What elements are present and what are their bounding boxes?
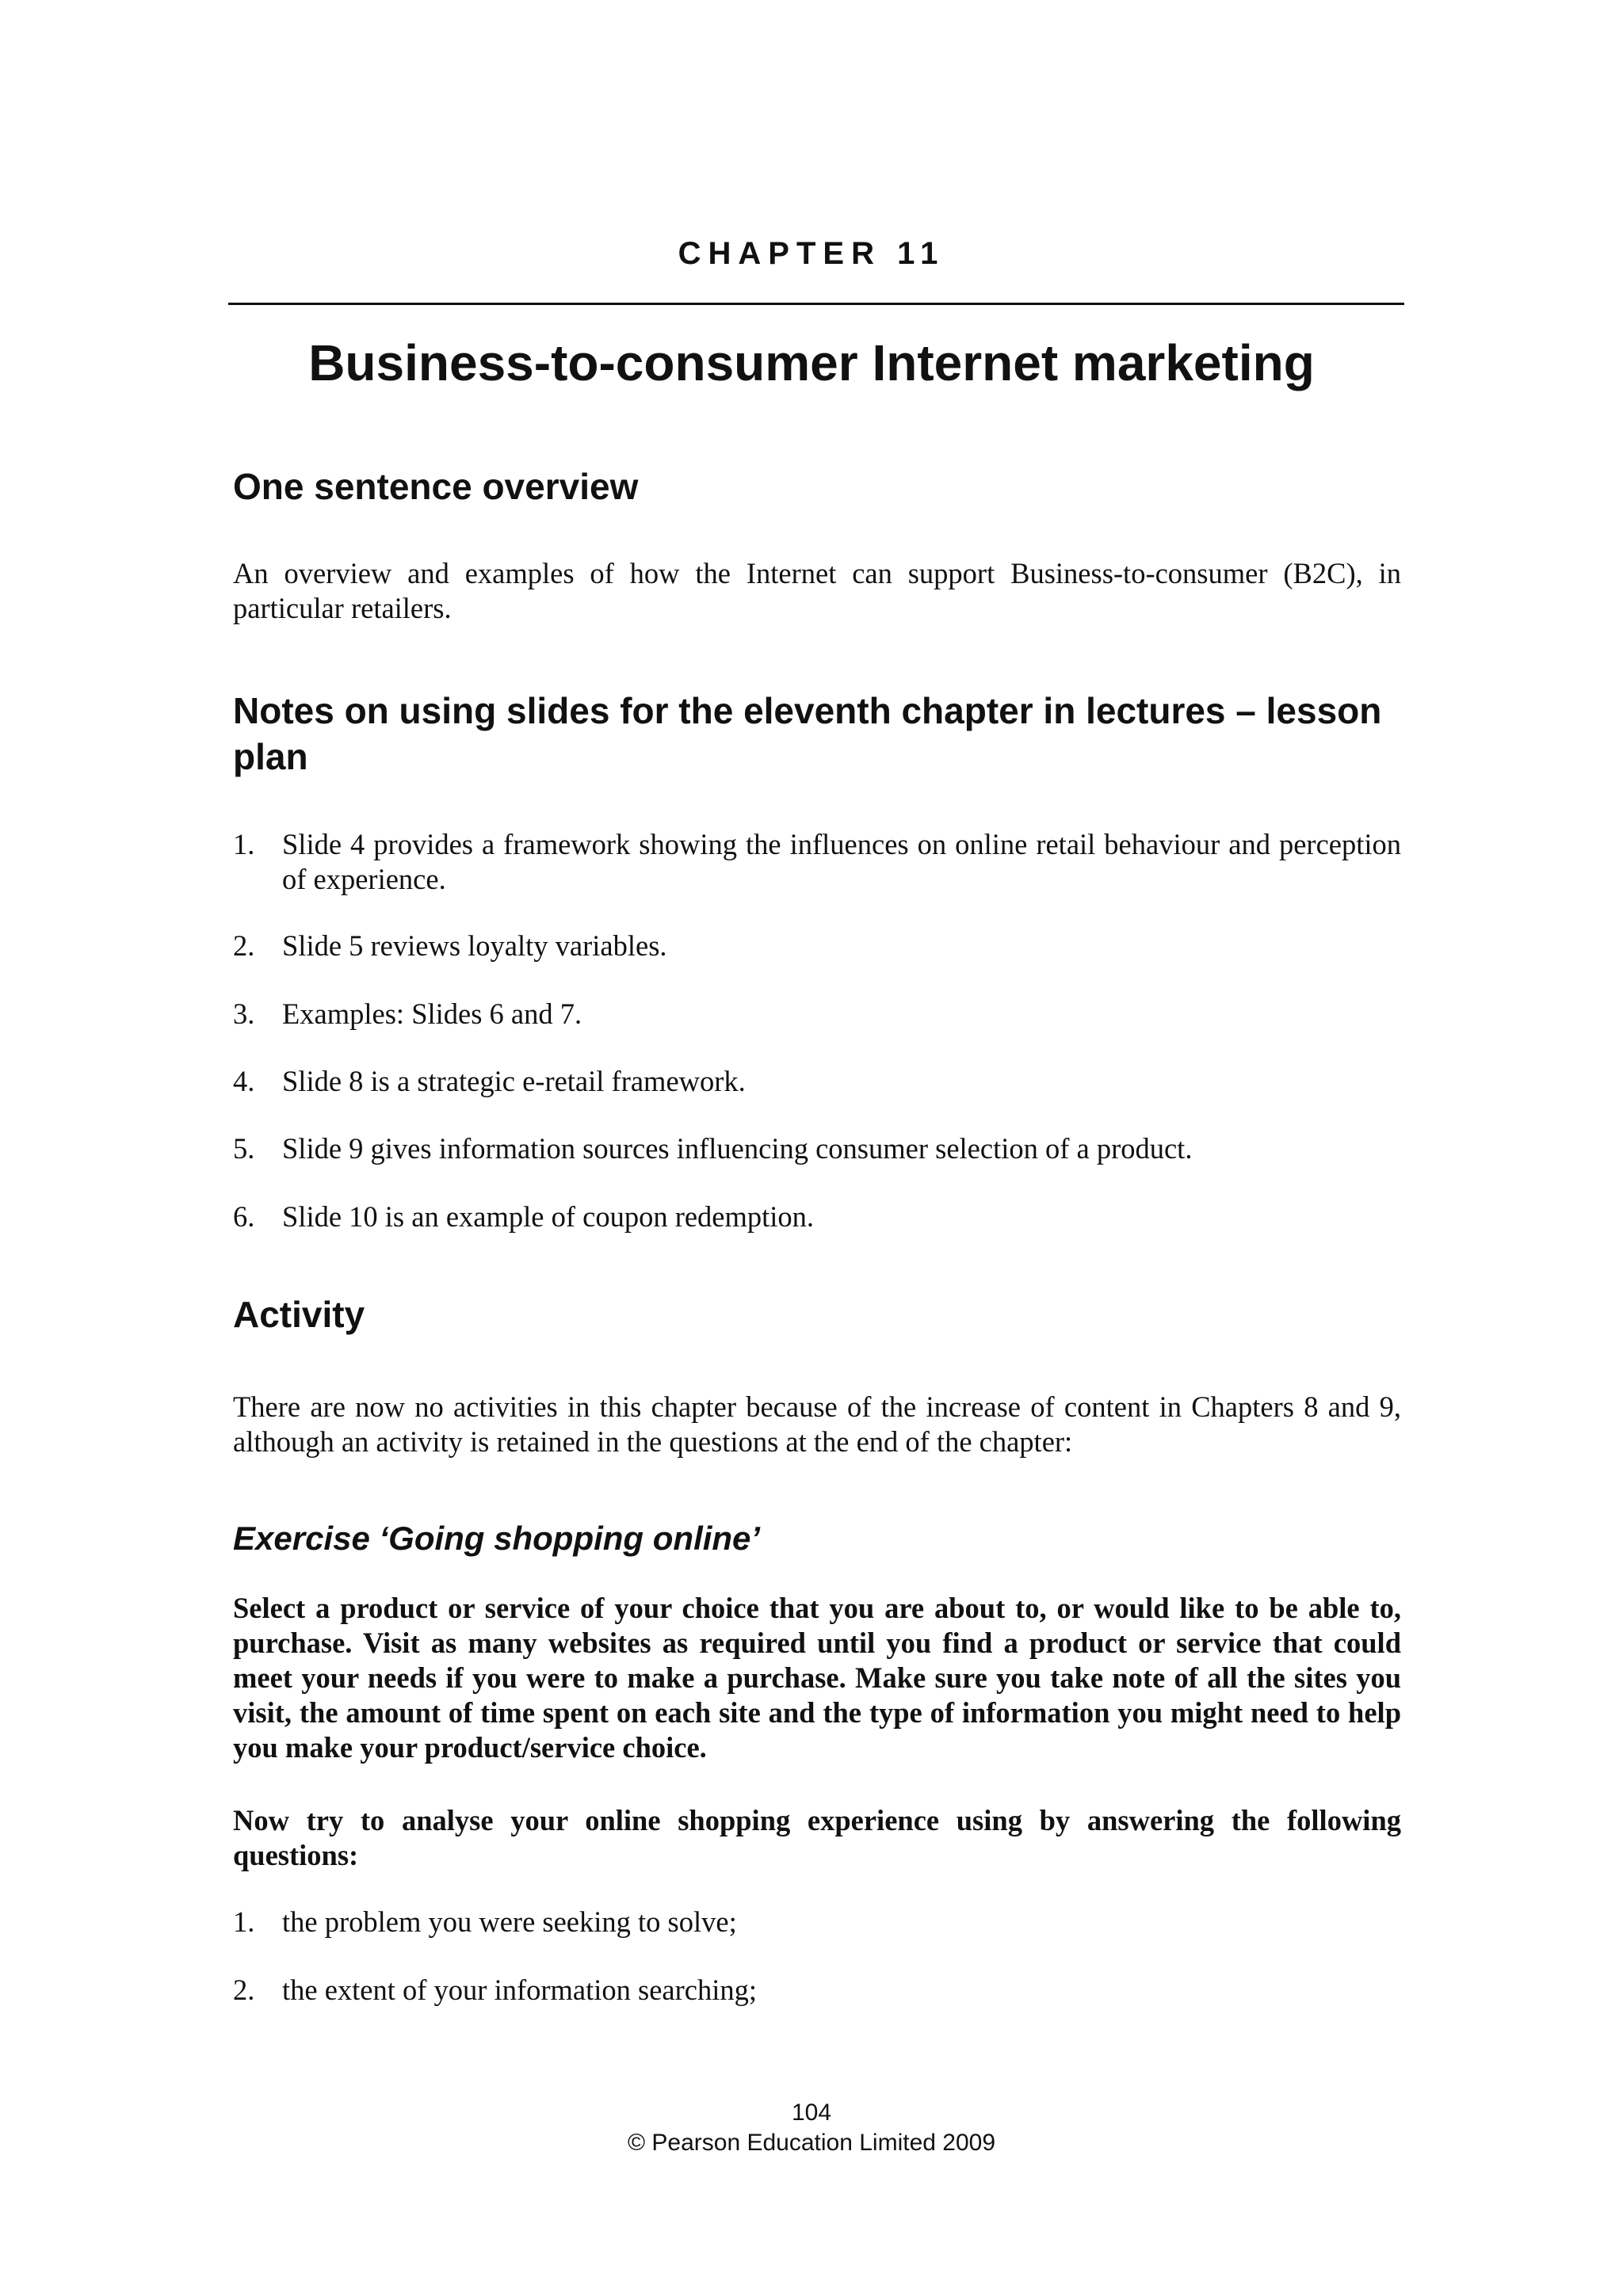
- notes-list-item: [233, 827, 1401, 897]
- exercise-prompt: Now try to analyse your online shopping experience using by answering the following questions:: [233, 1804, 1401, 1871]
- list-number: 6.: [233, 1200, 255, 1233]
- list-text: Examples: Slides 6 and 7.: [282, 997, 582, 1030]
- notes-list-item: [233, 997, 1401, 1032]
- chapter-divider: [228, 303, 1404, 305]
- overview-heading: One sentence overview: [233, 466, 639, 507]
- list-number: 4.: [233, 1065, 255, 1097]
- list-text: Slide 8 is a strategic e-retail framework.: [282, 1065, 746, 1097]
- exercise-instructions: Select a product or service of your choice that you are about to, or would like to be able to, purchase. Visit as many websites as required until you find a product or service that could meet your needs if you were to make a purchase. Make sure you take note of all the sites you visit, the amount of time spent on each site and the type of information you might need to help you make your product/service choice.: [233, 1592, 1401, 1764]
- copyright-notice: © Pearson Education Limited 2009: [627, 2130, 996, 2156]
- list-number: 2.: [233, 929, 255, 962]
- page-number: 104: [791, 2100, 832, 2126]
- activity-text: There are now no activities in this chapter because of the increase of content in Chapters 8 and 9, although an activity is retained in the questions at the end of the chapter:: [233, 1390, 1401, 1458]
- list-number: 5.: [233, 1132, 255, 1165]
- notes-list-item: [233, 1199, 1401, 1234]
- list-number: 3.: [233, 997, 255, 1030]
- chapter-title: Business-to-consumer Internet marketing: [308, 334, 1315, 391]
- notes-list-item: [233, 1131, 1401, 1166]
- list-text: Slide 4 provides a framework showing the influences on online retail behaviour and perception of experience.: [282, 828, 1401, 895]
- list-number: 1.: [233, 1905, 255, 1938]
- notes-list-item: [233, 1064, 1401, 1099]
- exercise-list-item: [233, 1973, 1401, 2008]
- chapter-label: CHAPTER 11: [678, 236, 945, 271]
- list-text: Slide 10 is an example of coupon redemption.: [282, 1200, 815, 1233]
- exercise-heading: Exercise ‘Going shopping online’: [233, 1520, 761, 1557]
- notes-heading: Notes on using slides for the eleventh chapter in lectures – lesson plan: [233, 690, 1382, 777]
- exercise-list-item: [233, 1905, 1401, 1939]
- overview-text: An overview and examples of how the Internet can support Business-to-consumer (B2C), in particular retailers.: [233, 557, 1401, 624]
- activity-heading: Activity: [233, 1294, 365, 1335]
- list-text: the extent of your information searching;: [282, 1974, 758, 2006]
- list-text: Slide 5 reviews loyalty variables.: [282, 929, 667, 962]
- notes-list-item: [233, 929, 1401, 963]
- list-number: 2.: [233, 1974, 255, 2006]
- list-text: Slide 9 gives information sources influencing consumer selection of a product.: [282, 1132, 1193, 1165]
- list-text: the problem you were seeking to solve;: [282, 1905, 737, 1938]
- list-number: 1.: [233, 828, 255, 860]
